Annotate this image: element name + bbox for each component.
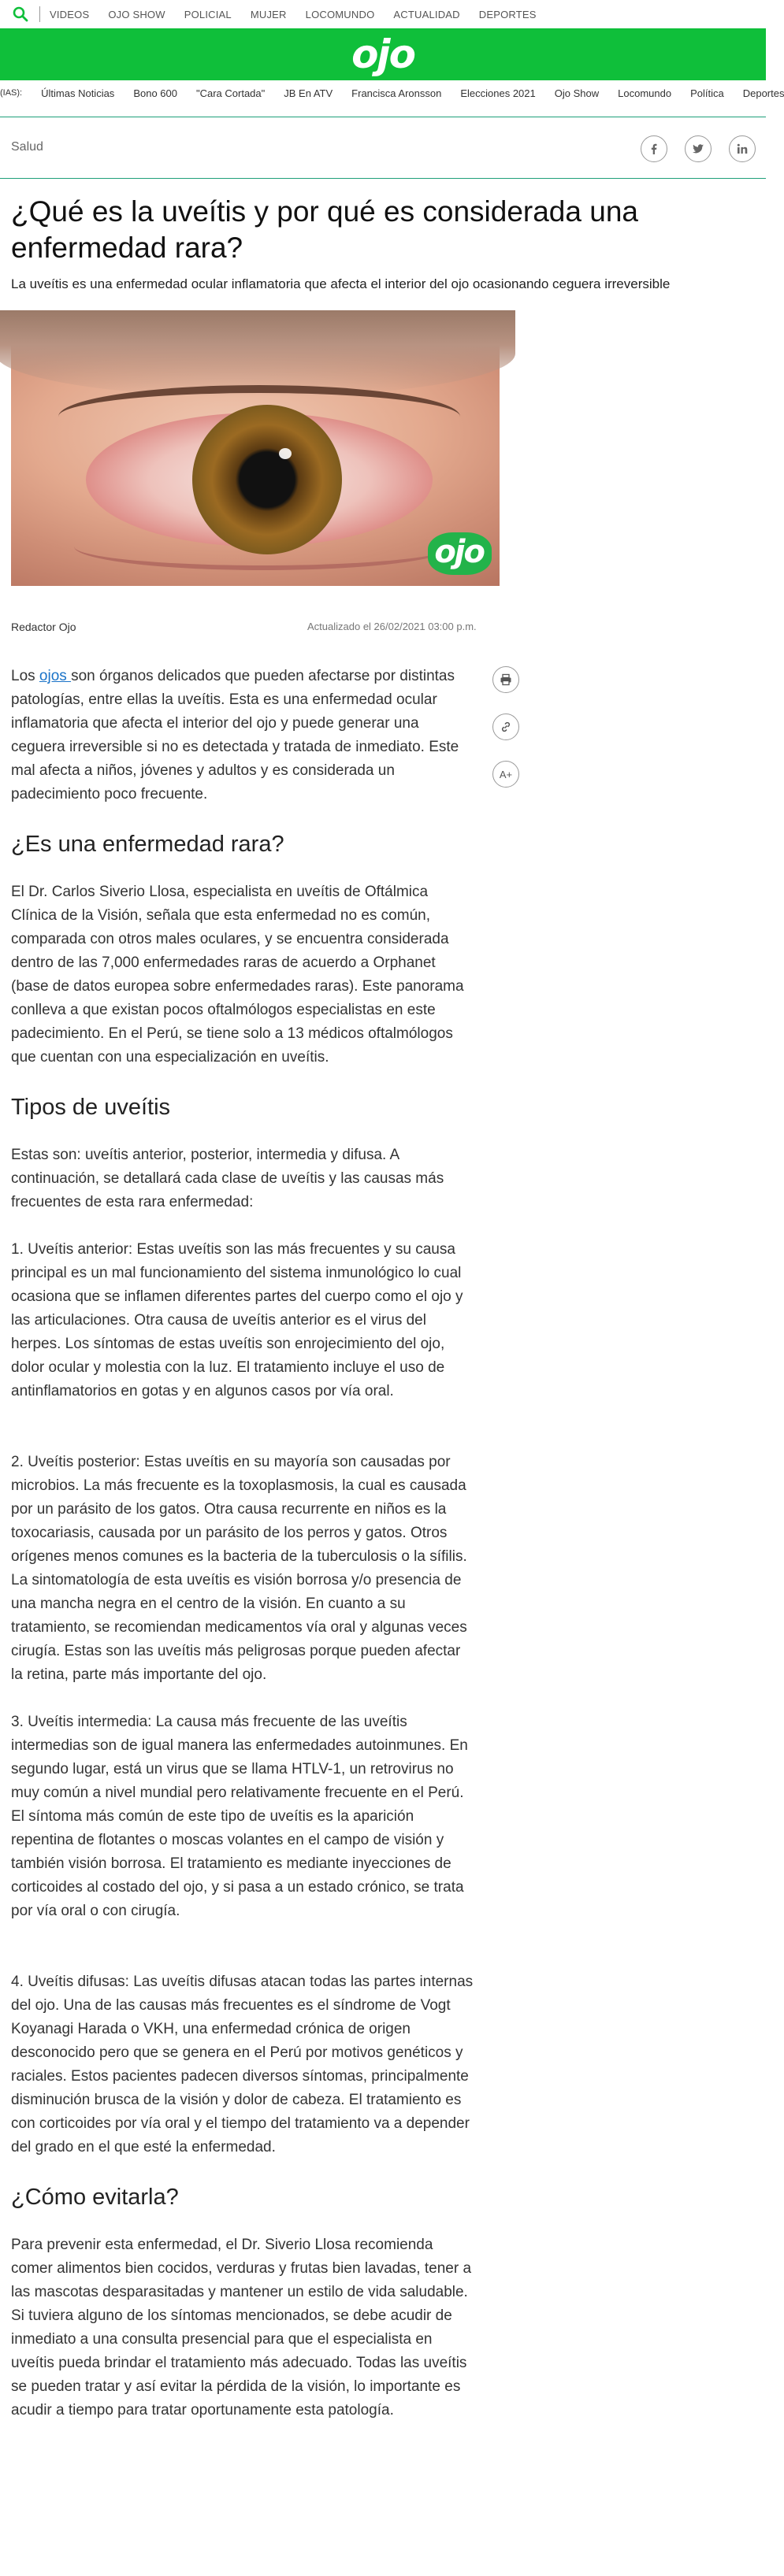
paragraph-uveitis-anterior: 1. Uveítis anterior: Estas uveítis son las más frecuentes y su causa principal es un mal funcionamiento del sistema inmunológico lo cual ocasiona que se inflamen diferentes partes del cuerpo como el ojo y las articulaciones. Otra causa de uveítis anterior es el virus del herpes. Los síntomas de estas uveítis son enrojecimiento del ojo, dolor ocular y molestia con la luz. El tratamiento incluye el uso de antinflamatorios en gotas y en algunos casos por vía oral. [11,1241,463,1399]
facebook-icon[interactable] [641,135,667,162]
intro-prefix: Los [11,668,39,684]
article-body [11,665,476,2446]
print-icon[interactable] [492,666,519,693]
heading-tipos: Tipos de uveítis [11,1095,171,1120]
paragraph-enfermedad-rara: El Dr. Carlos Siverio Llosa, especialista en uveítis de Oftálmica Clínica de la Visión, señala que esta enfermedad no es común, comparada con otros males oculares, y se encuentra considerada dentro de las 7,000 enfermedades raras de acuerdo a Orphanet (base de datos europea sobre enfermedades raras). Este panorama conlleva a que existan pocos oftalmólogos especialistas en este padecimiento. En el Perú, se tiene solo a 13 médicos oftalmólogos que cuentan con una especialización en uveítis. [11,884,464,1066]
top-utility-bar [0,0,766,28]
brand-bar [0,28,766,80]
section-divider [0,178,766,179]
nav-lead-label: (IAS): [0,88,23,98]
nav-item-cara-cortada[interactable]: "Cara Cortada" [195,87,266,99]
linkedin-icon[interactable] [729,135,756,162]
nav-item-ultimas-noticias[interactable]: Últimas Noticias [41,87,115,99]
article-hero-image [11,310,500,586]
eye-lower-lid [74,523,452,570]
article-updated: Actualizado el 26/02/2021 03:00 p.m. [307,621,477,632]
article-title: ¿Qué es la uveítis y por qué es considerada una enfermedad rara? [11,195,638,264]
intro-rest: son órganos delicados que pueden afectarse por distintas patologías, entre ellas la uveítis. Esta es una enfermedad ocular inflamatoria que afecta el interior del ojo y puede generar una ceguera irreversible si no es detectada y tratada de inmediato. Este mal afecta a niños, jóvenes y adultos y es considerada un padecimiento poco frecuente. [11,668,459,802]
nav-item-politica[interactable]: Política [690,87,724,99]
nav-item-ojo-show[interactable]: Ojo Show [554,87,600,99]
top-link-deportes[interactable]: DEPORTES [478,8,537,20]
search-icon[interactable] [13,6,28,22]
paragraph-uveitis-intermedia: 3. Uveítis intermedia: La causa más frecuente de las uveítis intermedias son de igual manera las enfermedades autoinmunes. En segundo lugar, está un virus que se llama HTLV-1, un retrovirus no muy común a nivel mundial pero relativamente frecuente en el Perú. El síntoma más común de este tipo de uveítis es la aparición repentina de flotantes o moscas volantes en el campo de visión y también visión borrosa. El tratamiento es mediante inyecciones de corticoides al costado del ojo, y si pasa a un estado crónico, se trata por vía oral o con cirugía. [11,1714,468,1919]
nav-item-deportes[interactable]: Deportes [742,87,784,99]
eye-glint [279,448,292,459]
top-link-ojo-show[interactable]: OJO SHOW [108,8,165,20]
nav-item-locomundo[interactable]: Locomundo [618,87,672,99]
paragraph-uveitis-posterior: 2. Uveítis posterior: Estas uveítis en su mayoría son causadas por microbios. La más frecuente es la toxoplasmosis, la cual es causada por un parásito de los gatos. Otra causa recurrente en niños es la toxocariasis, causada por un parásito de los perros y gatos. Otros orígenes menos comunes es la bacteria de la tuberculosis o la sífilis. La sintomatología de esta uveítis es visión borrosa y/o presencia de una mancha negra en el centro de la visión. En cuanto a su tratamiento, se recomiendan medicamentos vía oral y algunas veces cirugía. Estas son las uveítis más peligrosas porque pueden afectar la retina, parte más importante del ojo. [11,1454,467,1683]
article-subtitle: La uveítis es una enfermedad ocular inflamatoria que afecta el interior del ojo ocasionando ceguera irreversible [11,276,671,291]
top-link-mujer[interactable]: MUJER [250,8,287,20]
link-icon[interactable] [492,713,519,740]
nav-item-jb-en-atv[interactable]: JB En ATV [284,87,333,99]
twitter-icon[interactable] [685,135,712,162]
nav-item-elecciones-2021[interactable]: Elecciones 2021 [460,87,536,99]
font-size-button[interactable]: A+ [492,761,519,788]
eyebrow-shape [0,310,515,397]
divider [39,6,40,22]
heading-enfermedad-rara: ¿Es una enfermedad rara? [11,832,284,857]
top-link-videos[interactable]: VIDEOS [50,8,90,20]
image-watermark-logo: ojo [428,532,492,575]
top-link-locomundo[interactable]: LOCOMUNDO [305,8,375,20]
eye-upper-lid [58,385,460,448]
main-nav [0,80,784,106]
paragraph-como-evitarla: Para prevenir esta enfermedad, el Dr. Siverio Llosa recomienda comer alimentos bien cocidos, verduras y frutas bien lavadas, tener a las mascotas desparasitadas y mantener un estilo de vida saludable. Si tuviera alguno de los síntomas mencionados, se debe acudir de inmediato a una consulta presencial para que el especialista en uveítis pueda brindar el tratamiento más adecuado. Todas las uveítis se pueden tratar y así evitar la pérdida de la visión, lo importante es acudir a tiempo para tratar oportunamente esta patología. [11,2237,472,2418]
top-link-policial[interactable]: POLICIAL [184,8,232,20]
article-author: Redactor Ojo [11,621,76,633]
nav-item-francisca-aronsson[interactable]: Francisca Aronsson [351,87,442,99]
intro-link-ojos[interactable]: ojos [39,668,72,684]
site-logo[interactable]: ojo [351,32,414,77]
paragraph-tipos: Estas son: uveítis anterior, posterior, intermedia y difusa. A continuación, se detallará cada clase de uveítis y las causas más frecuentes de esta rara enfermedad: [11,1147,444,1210]
paragraph-uveitis-difusa: 4. Uveítis difusas: Las uveítis difusas atacan todas las partes internas del ojo. Una de las causas más frecuentes es el síndrome de Vogt Koyanagi Harada o VKH, una enfermedad crónica de origen desconocido pero que se genera en el Perú por motivos genéticos y raciales. Estos pacientes padecen diversos síntomas, principalmente disminución brusca de la visión y dolor de cabeza. El tratamiento es con corticoides por vía oral y el tiempo del tratamiento va a depender del grado en el que esté la enfermedad. [11,1974,474,2155]
section-label[interactable]: Salud [11,140,43,154]
intro-paragraph [11,665,476,806]
top-link-actualidad[interactable]: ACTUALIDAD [393,8,460,20]
heading-como-evitarla: ¿Cómo evitarla? [11,2185,179,2210]
nav-item-bono-600[interactable]: Bono 600 [133,87,177,99]
